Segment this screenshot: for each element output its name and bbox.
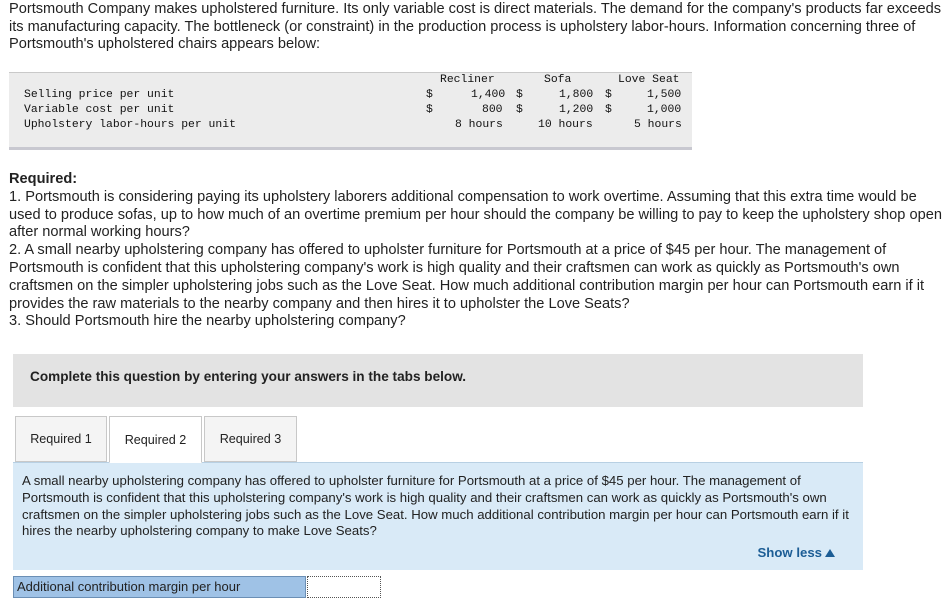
show-less-label: Show less — [757, 545, 822, 560]
header-sofa: Sofa — [544, 74, 572, 86]
sofa-labor-hours: 10 hours — [538, 119, 593, 131]
product-data-table — [9, 72, 692, 150]
love-seat-price: 1,500 — [647, 89, 682, 101]
tab-required-3[interactable]: Required 3 — [204, 416, 297, 462]
currency-sign: $ — [426, 104, 433, 116]
instructions-text: Complete this question by entering your answers in the tabs below. — [30, 369, 467, 384]
row-label-selling-price: Selling price per unit — [24, 89, 175, 101]
required-title: Required: — [9, 171, 78, 187]
required-item-3: 3. Should Portsmouth hire the nearby upholstering company? — [9, 313, 406, 330]
currency-sign: $ — [516, 104, 523, 116]
love-seat-labor-hours: 5 hours — [634, 119, 682, 131]
recliner-price: 1,400 — [471, 89, 506, 101]
required-item-2: 2. A small nearby upholstering company has offered to upholster furniture for Portsmouth at a price of $45 per hour. The management of Portsmouth is confident that this upholstering company's work is high quality and their craftsmen can work as quickly as Portsmouth's own craftsmen on the simpler upholstering jobs such as the Love Seat. How much additional contribution margin per hour can Portsmouth earn if it provides the raw materials to the nearby company and then hires it to upholster the Love Seats? — [9, 242, 925, 312]
currency-sign: $ — [605, 104, 612, 116]
required-section — [9, 171, 947, 331]
answer-input[interactable] — [307, 576, 381, 598]
header-recliner: Recliner — [440, 74, 495, 86]
row-label-variable-cost: Variable cost per unit — [24, 104, 175, 116]
currency-sign: $ — [426, 89, 433, 101]
triangle-up-icon — [825, 549, 835, 557]
problem-intro: Portsmouth Company makes upholstered furniture. Its only variable cost is direct materials. The demand for the company's products far exceeds its manufacturing capacity. The bottleneck (or constraint) in the production process is upholstery labor-hours. Information concerning three of Portsmouth's upholstered chairs appears below: — [9, 1, 942, 52]
header-love-seat: Love Seat — [618, 74, 680, 86]
panel-question-text: A small nearby upholstering company has offered to upholster furniture for Portsmouth at a price of $45 per hour. The management of Portsmouth is confident that this upholstering company's work is high quality and their craftsmen can work as quickly as Portsmouth's own craftsmen on the simpler upholstering jobs such as the Love Seat. How much additional contribution margin per hour can Portsmouth earn if it hires the nearby upholstering company to make Love Seats? — [22, 473, 849, 539]
sofa-variable-cost: 1,200 — [559, 104, 594, 116]
sofa-price: 1,800 — [559, 89, 594, 101]
required-item-1: 1. Portsmouth is considering paying its upholstery laborers additional compensation to work overtime. Assuming that this extra time would be used to produce sofas, up to how much of an overtime premium per hour should the company be willing to pay to keep the upholstery shop open after normal working hours? — [9, 188, 942, 241]
tab-required-1[interactable]: Required 1 — [15, 416, 107, 462]
show-less-link[interactable] — [758, 545, 836, 560]
instructions-bar — [13, 354, 863, 407]
tab-required-2[interactable]: Required 2 — [109, 416, 202, 463]
row-label-labor-hours: Upholstery labor-hours per unit — [24, 119, 236, 131]
recliner-variable-cost: 800 — [482, 104, 503, 116]
question-panel — [13, 462, 863, 570]
recliner-labor-hours: 8 hours — [455, 119, 503, 131]
currency-sign: $ — [605, 89, 612, 101]
currency-sign: $ — [516, 89, 523, 101]
love-seat-variable-cost: 1,000 — [647, 104, 682, 116]
answer-label: Additional contribution margin per hour — [13, 576, 306, 598]
